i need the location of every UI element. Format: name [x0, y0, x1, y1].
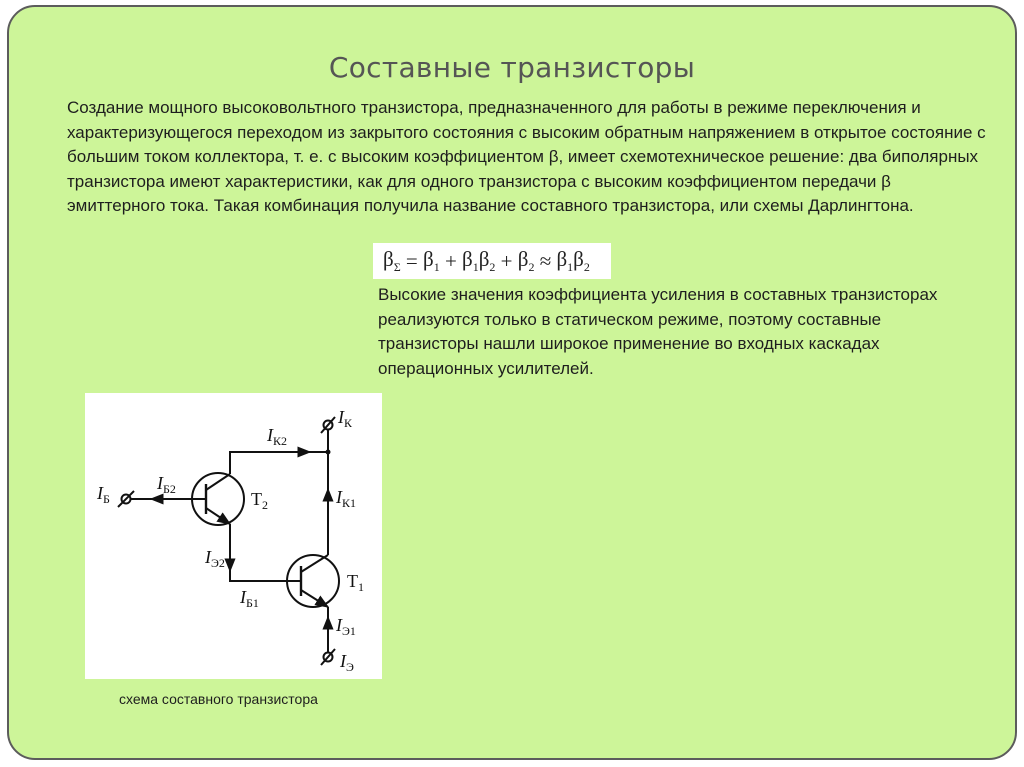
intro-paragraph: Создание мощного высоковольтного транзистора, предназначенного для работы в режиме переключения и характеризующегося переходом из закрытого состояния с высоким обратным напряжением в открытое состояние с большим током коллектора, т. е. с высоким коэффициентом β, имеет схемотехническое решение: два биполярных транзистора имеют характеристики, как для одного транзистора с высоким коэффициентом передачи β эмиттерного тока. Такая комбинация получила название составного транзистора, или схемы Дарлингтона. — [67, 98, 986, 216]
label-t1: $T_1$ — [347, 571, 364, 594]
label-ik2: $I_{К2}$ — [267, 425, 288, 448]
application-paragraph: Высокие значения коэффициента усиления в составных транзисторах реализуются только в статическом режиме, поэтому составные транзисторы нашли широкое применение во входных каскадах операционных усилителей. — [378, 285, 938, 378]
darlington-circuit-diagram — [85, 393, 382, 679]
t2-collector-wire — [230, 452, 328, 474]
circuit-svg — [85, 393, 382, 679]
t2-collector-lead — [206, 474, 230, 490]
label-ik: $I_К$ — [338, 407, 353, 430]
label-ik1: $I_{К1}$ — [336, 487, 357, 510]
label-ie2: $I_{Э2}$ — [205, 547, 225, 570]
formula-product: $\beta_1\beta_2$ — [556, 247, 590, 274]
formula-beta2: $\beta_2$ — [517, 247, 535, 274]
formula-equals: = — [400, 248, 424, 273]
t2-emitter-to-t1-base-wire — [230, 524, 285, 581]
label-ie: $I_Э$ — [340, 651, 354, 674]
label-ib: $I_Б$ — [97, 483, 110, 506]
t1-collector-lead — [301, 555, 328, 572]
label-t2: $T_2$ — [251, 489, 268, 512]
darlington-gain-formula — [373, 243, 611, 279]
diagram-caption: схема составного транзистора — [119, 691, 318, 707]
formula-beta1-beta2: $\beta_1\beta_2$ — [462, 247, 496, 274]
t2-emitter-lead — [206, 508, 230, 524]
t1-emitter-lead — [301, 590, 328, 607]
label-ib1: $I_{Б1}$ — [240, 587, 259, 610]
collector-junction — [326, 450, 331, 455]
formula-plus: + — [495, 248, 518, 273]
formula-plus: + — [439, 248, 463, 273]
label-ie1: $I_{Э1}$ — [336, 615, 356, 638]
slide — [7, 5, 1017, 760]
formula-approx: ≈ — [534, 248, 557, 273]
label-ib2: $I_{Б2}$ — [157, 473, 176, 496]
formula-beta-sum: $\beta_\Sigma$ — [383, 247, 401, 274]
formula-beta1: $\beta_1$ — [423, 247, 440, 274]
slide-title: Составные транзисторы — [328, 51, 696, 84]
